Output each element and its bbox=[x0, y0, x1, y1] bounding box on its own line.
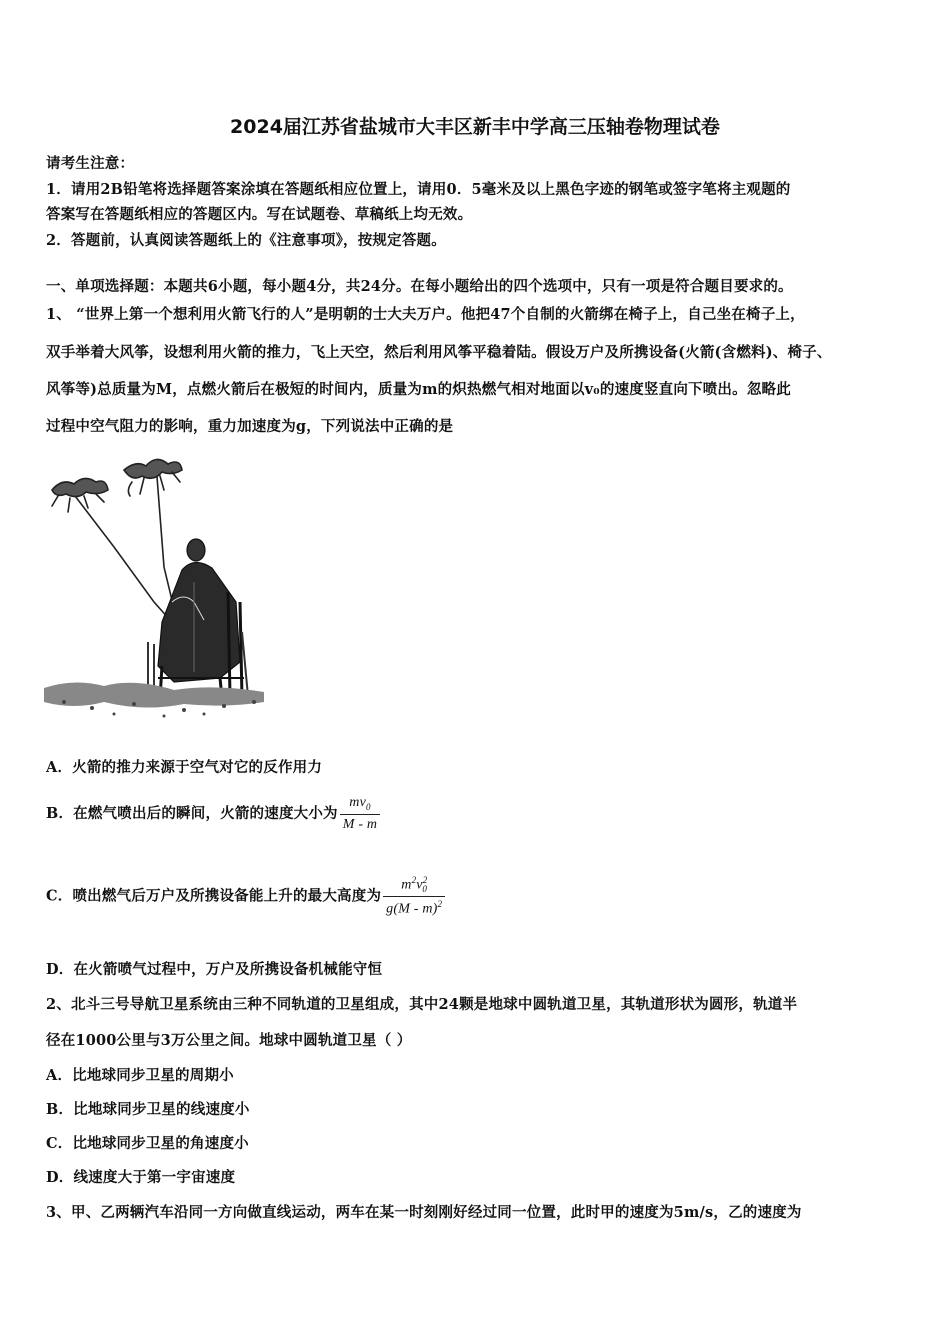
q1-option-c: C．喷出燃气后万户及所携设备能上升的最大高度为 $\frac{m^2v^2_0}{g(M - m)^2}$ bbox=[46, 875, 445, 918]
wan-hu-rocket-chair-illustration bbox=[44, 452, 264, 720]
notice-line-1: 1．请用2B铅笔将选择题答案涂填在答题纸相应位置上，请用0．5毫米及以上黑色字迹的钢笔或签字笔将主观题的 bbox=[46, 181, 791, 198]
q1-option-c-fraction: $\frac{m^2v^2_0}{g(M - m)^2}$ bbox=[383, 875, 445, 918]
document-title: 2024届江苏省盐城市大丰区新丰中学高三压轴卷物理试卷 bbox=[230, 116, 720, 138]
q2-option-d: D．线速度大于第一宇宙速度 bbox=[46, 1169, 236, 1186]
q2-line-2: 径在1000公里与3万公里之间。地球中圆轨道卫星（ ） bbox=[46, 1032, 412, 1049]
q1-option-b-fraction: $\frac{mv_0}{M - m}$ bbox=[340, 795, 380, 833]
notice-line-2: 答案写在答题纸相应的答题区内。写在试题卷、草稿纸上均无效。 bbox=[46, 206, 473, 223]
q1-line-2: 双手举着大风筝，设想利用火箭的推力，飞上天空，然后利用风筝平稳着陆。假设万户及所携设备(火箭(含燃料)、椅子、 bbox=[46, 344, 832, 361]
q1-option-b: B．在燃气喷出后的瞬间，火箭的速度大小为 $\frac{mv_0}{M - m}$ bbox=[46, 795, 380, 833]
q1-option-a: A．火箭的推力来源于空气对它的反作用力 bbox=[46, 759, 323, 776]
notice-heading: 请考生注意： bbox=[46, 155, 135, 172]
q3-line-1: 3、甲、乙两辆汽车沿同一方向做直线运动，两车在某一时刻刚好经过同一位置，此时甲的速度为5m/s，乙的速度为 bbox=[46, 1204, 802, 1221]
q2-option-b: B．比地球同步卫星的线速度小 bbox=[46, 1101, 250, 1118]
q1-line-3: 风筝等)总质量为M，点燃火箭后在极短的时间内，质量为m的炽热燃气相对地面以v₀的速度竖直向下喷出。忽略此 bbox=[46, 381, 791, 398]
notice-line-3: 2．答题前，认真阅读答题纸上的《注意事项》，按规定答题。 bbox=[46, 232, 446, 249]
q2-option-c: C．比地球同步卫星的角速度小 bbox=[46, 1135, 249, 1152]
q1-line-1: 1、 “世界上第一个想利用火箭飞行的人”是明朝的士大夫万户。他把47个自制的火箭绑在椅子上，自己坐在椅子上， bbox=[46, 306, 805, 323]
q2-line-1: 2、北斗三号导航卫星系统由三种不同轨道的卫星组成，其中24颗是地球中圆轨道卫星，其轨道形状为圆形，轨道半 bbox=[46, 996, 798, 1013]
q2-option-a: A．比地球同步卫星的周期小 bbox=[46, 1067, 234, 1084]
q1-option-d: D．在火箭喷气过程中，万户及所携设备机械能守恒 bbox=[46, 961, 383, 978]
section-heading: 一、单项选择题：本题共6小题，每小题4分，共24分。在每小题给出的四个选项中，只有一项是符合题目要求的。 bbox=[46, 278, 793, 295]
q1-line-4: 过程中空气阻力的影响，重力加速度为g，下列说法中正确的是 bbox=[46, 418, 454, 435]
